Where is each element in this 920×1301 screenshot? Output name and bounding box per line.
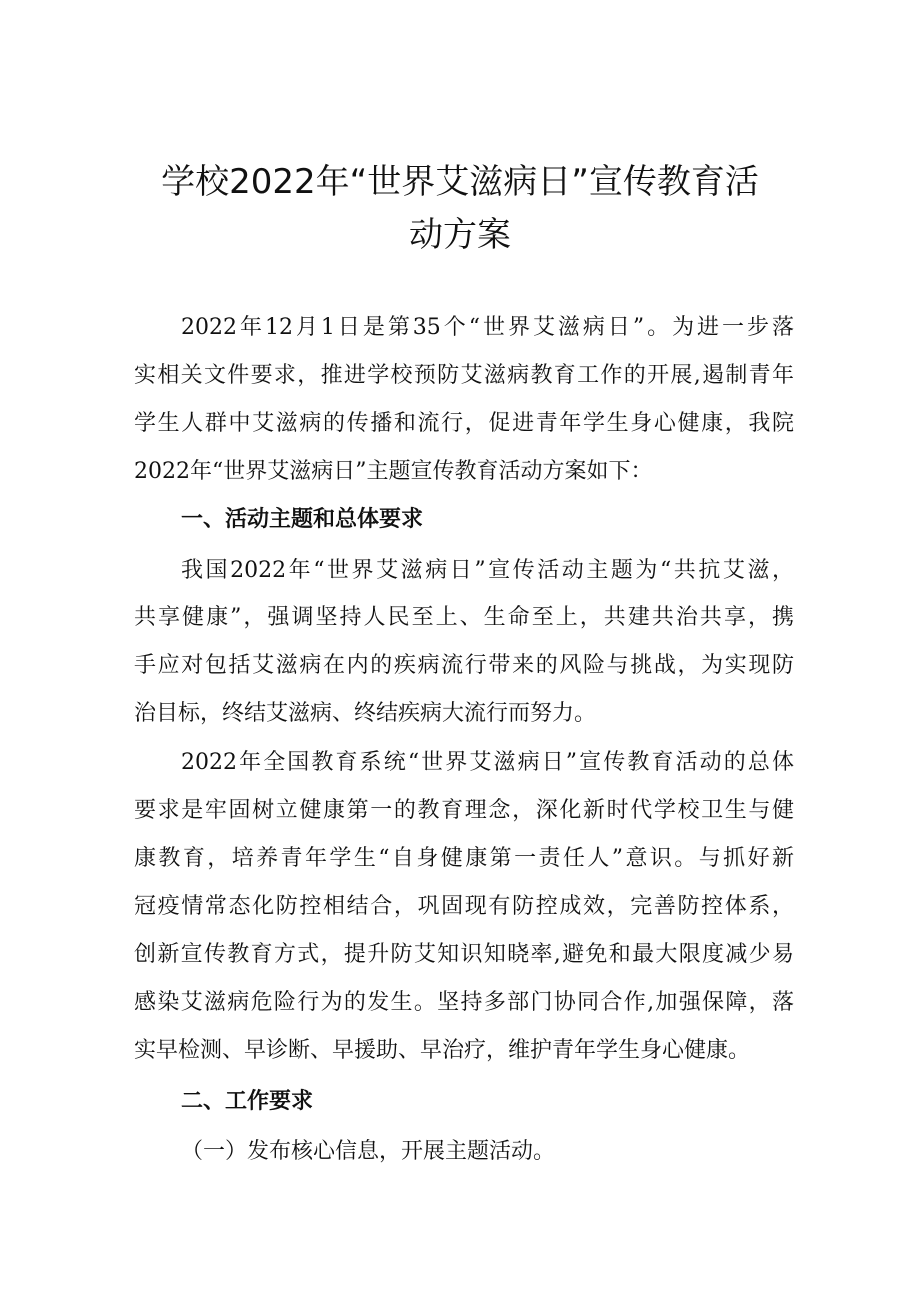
section-1-para-1-line-2: 共享健康”，强调坚持人民至上、生命至上，共建共治共享，携 xyxy=(134,605,794,630)
section-1-para-1-line-4: 治目标，终结艾滋病、终结疾病大流行而努力。 xyxy=(134,701,597,726)
section-1-para-1-line-3: 手应对包括艾滋病在内的疾病流行带来的风险与挑战，为实现防 xyxy=(134,653,794,678)
document-title-line-1: 学校2022年“世界艾滋病日”宣传教育活 xyxy=(161,162,759,202)
section-1-para-2-line-6: 感染艾滋病危险行为的发生。坚持多部门协同合作,加强保障，落 xyxy=(134,990,794,1015)
intro-line-1: 2022年12月1日是第35个“世界艾滋病日”。为进一步落 xyxy=(181,315,794,340)
intro-line-3: 学生人群中艾滋病的传播和流行，促进青年学生身心健康，我院 xyxy=(134,411,794,436)
section-1-para-2-line-2: 要求是牢固树立健康第一的教育理念，深化新时代学校卫生与健 xyxy=(134,798,794,823)
section-1-para-2-line-7: 实早检测、早诊断、早援助、早治疗，维护青年学生身心健康。 xyxy=(134,1038,751,1063)
section-1-para-2-line-4: 冠疫情常态化防控相结合，巩固现有防控成效，完善防控体系， xyxy=(134,894,794,919)
document-title-line-2: 动方案 xyxy=(409,215,511,255)
section-1-para-2-line-1: 2022年全国教育系统“世界艾滋病日”宣传教育活动的总体 xyxy=(181,750,794,775)
section-1-heading: 一、活动主题和总体要求 xyxy=(181,507,424,532)
section-1-para-1-line-1: 我国2022年“世界艾滋病日”宣传活动主题为“共抗艾滋， xyxy=(181,558,794,583)
section-2-heading: 二、工作要求 xyxy=(181,1089,314,1114)
intro-line-2: 实相关文件要求，推进学校预防艾滋病教育工作的开展,遏制青年 xyxy=(134,363,794,388)
section-1-para-2-line-3: 康教育，培养青年学生“自身健康第一责任人”意识。与抓好新 xyxy=(134,846,794,871)
section-1-para-2-line-5: 创新宣传教育方式，提升防艾知识知晓率,避免和最大限度减少易 xyxy=(134,942,794,967)
section-2-subheading-1: （一）发布核心信息，开展主题活动。 xyxy=(181,1139,556,1164)
intro-line-4: 2022年“世界艾滋病日”主题宣传教育活动方案如下： xyxy=(134,459,653,484)
